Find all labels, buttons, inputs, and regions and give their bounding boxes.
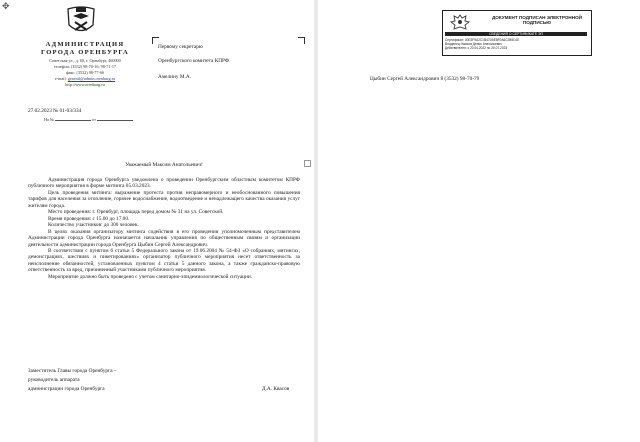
org-address: Советская ул., д. 60, г. Оренбург, 460000	[49, 58, 121, 63]
anchor-marker	[304, 160, 311, 167]
document-page-1	[0, 0, 314, 442]
electronic-signature-stamp	[442, 10, 592, 56]
email-link[interactable]: general@admin.orenburg.ru	[67, 76, 116, 81]
paragraph-1: Администрация города Оренбурга уведомлена о проведении Оренбургским областным комитетом КПРФ публичного мероприятия в форме митинга 05.03.2023.	[28, 177, 300, 190]
document-date-number: 27.02.2023 № 01-03/334	[28, 108, 82, 114]
on-number-label: На №	[44, 117, 54, 122]
email-label: e-mail:	[54, 76, 67, 81]
org-phone: телефон: (3532) 98-70-16; 98-71-17	[53, 64, 117, 69]
paragraph-sanitary: Мероприятие должно быть проведено с учетом санитарно-эпидемиологической ситуации.	[48, 273, 253, 280]
stamp-validity: Действителен: с 20.04.2022 по 20.07.2023	[445, 46, 508, 50]
salutation: Уважаемый Максим Анатольевич!	[125, 162, 203, 168]
stamp-title: ДОКУМЕНТ ПОДПИСАН ЭЛЕКТРОННОЙ ПОДПИСЬЮ	[492, 15, 582, 26]
signer-title-line1: Заместитель Главы города Оренбурга –	[28, 368, 117, 374]
org-name-line1: АДМИНИСТРАЦИЯ	[45, 41, 125, 48]
signer-title-line3: администрации города Оренбурга	[28, 386, 105, 392]
stamp-cert-header: СВЕДЕНИЯ О СЕРТИФИКАТЕ ЭП	[445, 32, 587, 36]
paragraph-time: Время проведения: с 15.00 до 17.00.	[48, 215, 130, 222]
document-page-2	[318, 0, 640, 442]
signer-title-line2: руководитель аппарата	[28, 377, 80, 383]
stamp-owner: Владелец: Квасов Денис Анатольевич	[445, 42, 502, 46]
paragraph-representative: В целях оказания организатору митинга содействия в его проведении уполномоченным представителем Администрации города Оренбурга назначается начальник управления по общественным связям и организации деятельности администрации города Оренбурга Цыбин Сергей Александрович.	[28, 228, 300, 248]
signer-name: Д.А. Квасов	[262, 386, 290, 392]
state-emblem-icon	[449, 14, 471, 31]
paragraph-2: Цель проведения митинга: выражение протеста против неправомерного и необоснованного повышения тарифов для населения за отопление, горячее водоснабжение, водоотведение и ненадлежащего качества оказания услуг жителям города.	[28, 189, 300, 209]
recipient-line1: Первому секретарю	[158, 44, 203, 50]
paragraph-law: В соответствии с пунктом 6 статьи 5 Федерального закона от 19.06.2004 № 54-ФЗ «О собраниях, митингах, демонстрациях, шествиях и пикетированиях» организатор публичного мероприятия несет ответственность за неисполнение обязанностей, установленных пунктом 4 статьи 5 данного закона, а также гражданско-правовую ответственность за вред, причиненный участниками публичного мероприятия.	[28, 247, 300, 274]
paragraph-place: Место проведения: г. Оренбург, площадь перед домом № 31 на ул. Советской.	[48, 209, 224, 216]
move-handle-icon[interactable]: ✥	[2, 1, 10, 11]
paragraph-participants: Количество участников: до 300 человек.	[48, 222, 139, 229]
reference-row	[44, 117, 133, 122]
coat-of-arms-icon	[64, 6, 98, 36]
org-website[interactable]: http://www.orenburg.ru	[65, 82, 105, 87]
letter-body	[28, 177, 300, 280]
from-label: от	[92, 117, 96, 122]
stamp-cert-number: Сертификат: 00E3F9A2C1B47D5E8F0A6C2B9D1E	[445, 38, 520, 42]
recipient-name: Амелину М.А.	[158, 74, 191, 80]
org-email-row	[30, 76, 140, 81]
org-name-line2: ГОРОДА ОРЕНБУРГА	[40, 49, 129, 56]
org-fax: факс: (3532) 98-77-66	[65, 70, 105, 75]
executor-contact: Цыбин Сергей Александрович 8 (3532) 98-70-79	[370, 76, 480, 82]
recipient-line2: Оренбургского комитета КПРФ	[158, 58, 230, 64]
